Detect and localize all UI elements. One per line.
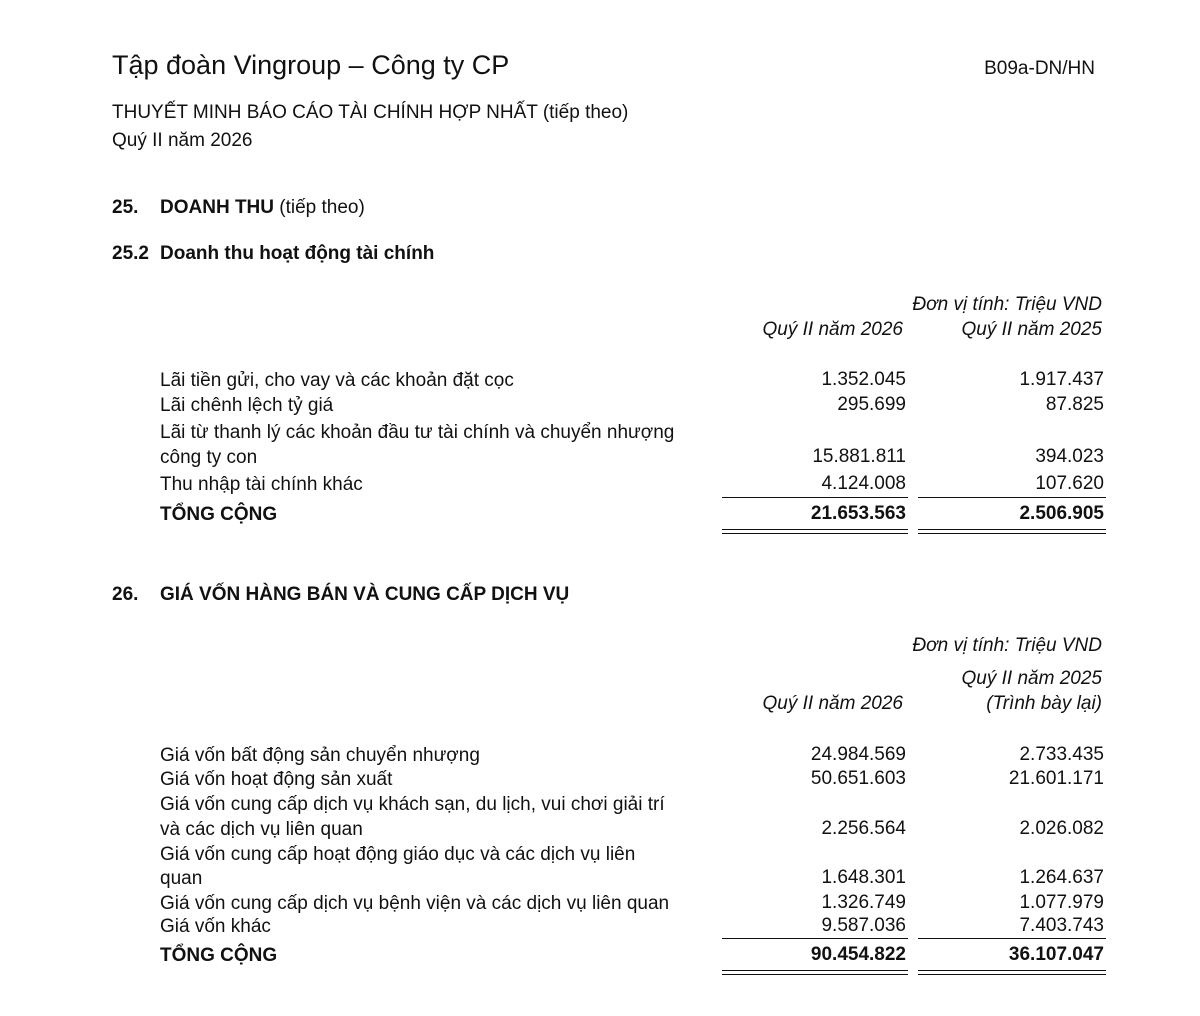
table-cell-2026: 1.648.301 — [821, 867, 906, 888]
table-cell-2025: 2.733.435 — [1019, 744, 1104, 765]
table-cell-2025: 21.601.171 — [1008, 768, 1104, 789]
table-cell-2026: 4.124.008 — [821, 473, 906, 494]
table-cell-2026: 50.651.603 — [810, 768, 906, 789]
section-25-2-title: Doanh thu hoạt động tài chính — [160, 243, 435, 264]
table-row-label: Giá vốn hoạt động sản xuất — [160, 769, 393, 790]
table-row-label: Giá vốn cung cấp dịch vụ bệnh viện và các dịch vụ liên quan — [160, 893, 670, 914]
report-period: Quý II năm 2026 — [112, 130, 253, 151]
subtotal-rule — [918, 938, 1106, 939]
table-row-label: Giá vốn khác — [160, 916, 271, 937]
col-header-2025-25-2: Quý II năm 2025 — [961, 319, 1102, 340]
report-title: THUYẾT MINH BÁO CÁO TÀI CHÍNH HỢP NHẤT (tiếp theo) — [112, 102, 629, 123]
table-row-label: Lãi chênh lệch tỷ giá — [160, 395, 334, 416]
table-row-label: Lãi tiền gửi, cho vay và các khoản đặt cọc — [160, 370, 514, 391]
table-cell-2026: 1.352.045 — [821, 369, 906, 390]
table-row-label-cont: và các dịch vụ liên quan — [160, 819, 363, 840]
table-row-label-cont: quan — [160, 868, 203, 889]
section-25-title — [160, 197, 365, 219]
col-header-2025-26: Quý II năm 2025 — [961, 668, 1102, 689]
total-2026: 21.653.563 — [810, 503, 906, 524]
table-cell-2025: 1.077.979 — [1019, 892, 1104, 913]
total-double-rule — [722, 970, 908, 975]
subtotal-rule — [722, 497, 908, 498]
table-cell-2025: 394.023 — [1035, 446, 1104, 467]
col-header-2026-25-2: Quý II năm 2026 — [762, 319, 903, 340]
subtotal-rule — [918, 497, 1106, 498]
subtotal-rule — [722, 938, 908, 939]
table-cell-2025: 1.264.637 — [1019, 867, 1104, 888]
total-double-rule — [918, 529, 1106, 534]
section-25-number: 25. — [112, 197, 139, 218]
total-2026: 90.454.822 — [810, 944, 906, 965]
unit-label-25-2: Đơn vị tính: Triệu VND — [912, 294, 1102, 315]
total-double-rule — [722, 529, 908, 534]
table-cell-2025: 1.917.437 — [1019, 369, 1104, 390]
section-26-title: GIÁ VỐN HÀNG BÁN VÀ CUNG CẤP DỊCH VỤ — [160, 584, 570, 605]
section-25-title-text: DOANH THU — [160, 197, 274, 218]
total-2025: 36.107.047 — [1008, 944, 1104, 965]
table-cell-2026: 295.699 — [837, 394, 906, 415]
total-double-rule — [918, 970, 1106, 975]
table-cell-2026: 1.326.749 — [821, 892, 906, 913]
section-25-note: (tiếp theo) — [274, 197, 365, 218]
section-26-number: 26. — [112, 584, 139, 605]
table-row-label: Lãi từ thanh lý các khoản đầu tư tài chính và chuyển nhượng — [160, 422, 675, 443]
table-cell-2026: 15.881.811 — [812, 446, 906, 467]
table-row-label: Giá vốn cung cấp dịch vụ khách sạn, du lịch, vui chơi giải trí — [160, 794, 665, 815]
table-cell-2025: 7.403.743 — [1019, 915, 1104, 936]
table-cell-2025: 2.026.082 — [1019, 818, 1104, 839]
total-label: TỔNG CỘNG — [160, 945, 278, 966]
table-cell-2025: 107.620 — [1035, 473, 1104, 494]
table-row-label: Giá vốn bất động sản chuyển nhượng — [160, 745, 480, 766]
table-cell-2026: 24.984.569 — [810, 744, 906, 765]
table-cell-2025: 87.825 — [1045, 394, 1104, 415]
form-code: B09a-DN/HN — [984, 58, 1095, 79]
col-header-2026-26: Quý II năm 2026 — [762, 693, 903, 714]
section-25-2-number: 25.2 — [112, 243, 149, 264]
table-cell-2026: 9.587.036 — [821, 915, 906, 936]
company-name: Tập đoàn Vingroup – Công ty CP — [112, 50, 510, 80]
total-2025: 2.506.905 — [1019, 503, 1104, 524]
table-row-label-cont: công ty con — [160, 447, 258, 468]
col-header-restated-26: (Trình bày lại) — [986, 693, 1102, 714]
unit-label-26: Đơn vị tính: Triệu VND — [912, 635, 1102, 656]
table-row-label: Thu nhập tài chính khác — [160, 474, 363, 495]
total-label: TỔNG CỘNG — [160, 504, 278, 525]
table-cell-2026: 2.256.564 — [821, 818, 906, 839]
table-row-label: Giá vốn cung cấp hoạt động giáo dục và các dịch vụ liên — [160, 844, 636, 865]
